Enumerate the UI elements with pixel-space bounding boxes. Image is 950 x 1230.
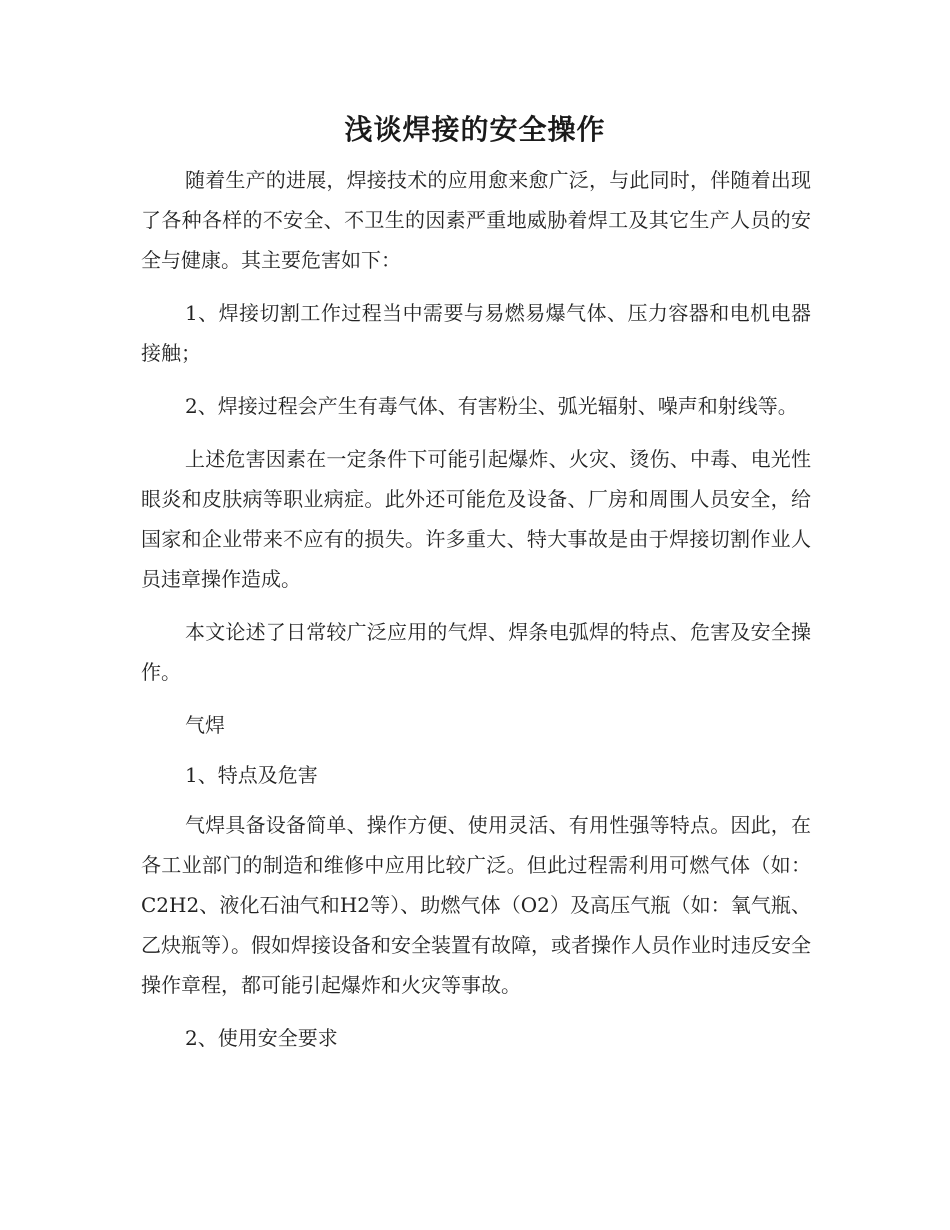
paragraph-gas-welding-features: 气焊具备设备简单、操作方便、使用灵活、有用性强等特点。因此，在各工业部门的制造和维修中应用比较广泛。但此过程需利用可燃气体（如：C2H2、液化石油气和H2等）、助燃气体（O2）及高压气瓶（如：氧气瓶、乙炔瓶等）。假如焊接设备和安全装置有故障，或者操作人员作业时违反安全操作章程，都可能引起爆炸和火灾等事故。 [141,813,811,997]
paragraph-scope: 本文论述了日常较广泛应用的气焊、焊条电弧焊的特点、危害及安全操作。 [141,620,811,684]
section-heading-gas-welding: 气焊 [185,713,225,737]
subheading-features-hazards: 1、特点及危害 [185,763,318,787]
document-title: 浅谈焊接的安全操作 [344,113,606,146]
document-body [141,160,811,1068]
paragraph-consequences: 上述危害因素在一定条件下可能引起爆炸、火灾、烫伤、中毒、电光性眼炎和皮肤病等职业病症。此外还可能危及设备、厂房和周围人员安全，给国家和企业带来不应有的损失。许多重大、特大事故是由于焊接切割作业人员违章操作造成。 [141,447,811,591]
paragraph-hazard-2: 2、焊接过程会产生有毒气体、有害粉尘、弧光辐射、噪声和射线等。 [185,394,798,418]
paragraph-intro: 随着生产的进展，焊接技术的应用愈来愈广泛，与此同时，伴随着出现了各种各样的不安全、不卫生的因素严重地威胁着焊工及其它生产人员的安全与健康。其主要危害如下： [141,168,811,272]
subheading-safety-requirements: 2、使用安全要求 [185,1026,338,1050]
paragraph-hazard-1: 1、焊接切割工作过程当中需要与易燃易爆气体、压力容器和电机电器接触； [141,301,811,365]
